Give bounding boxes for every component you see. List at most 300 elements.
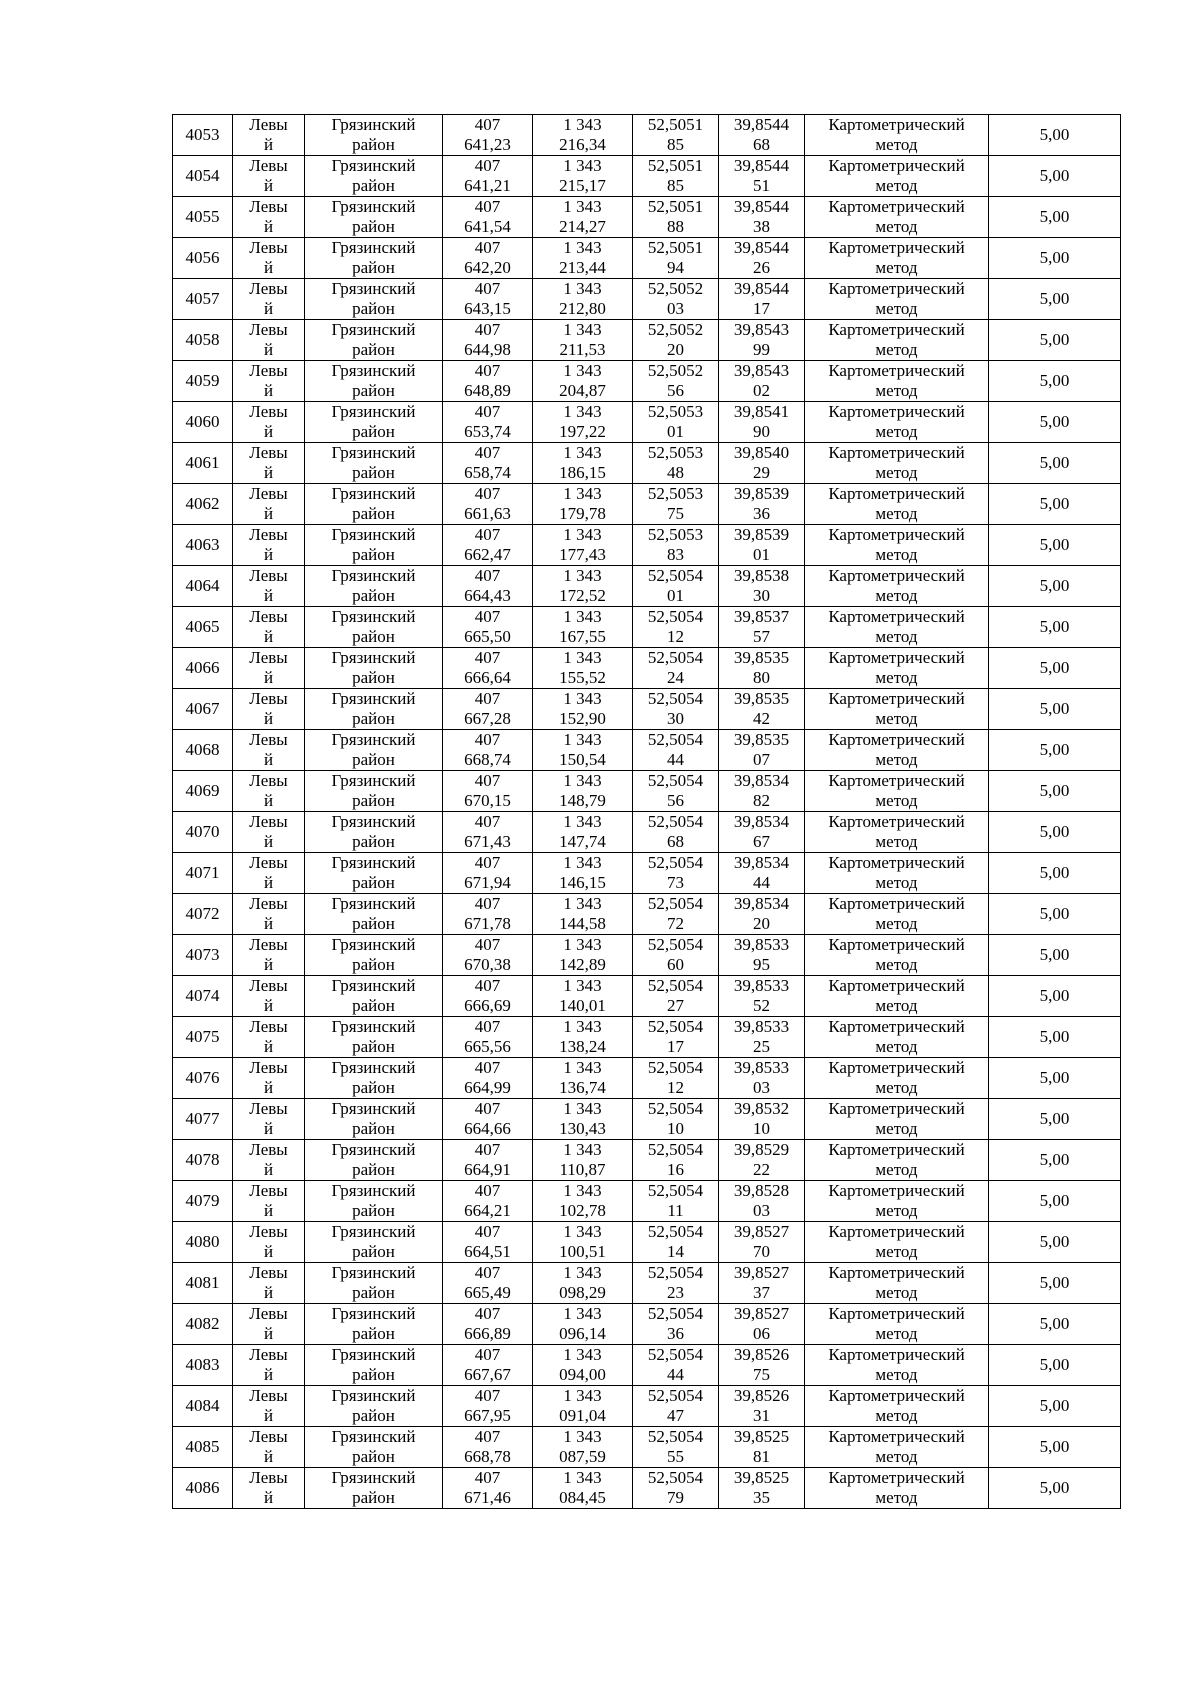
side-line: Левы — [249, 361, 288, 380]
method-line: Картометрический — [828, 320, 965, 339]
method-line: Картометрический — [828, 525, 965, 544]
x-coordinate-line: 407 — [474, 197, 501, 216]
longitude-line: 39,8533 — [733, 935, 790, 954]
side-line: й — [263, 1406, 274, 1425]
accuracy-cell: 5,00 — [989, 402, 1121, 443]
longitude-line: 81 — [753, 1447, 770, 1466]
latitude-line: 52,5054 — [647, 894, 704, 913]
method-cell — [805, 1386, 989, 1427]
method-line: метод — [875, 586, 918, 605]
method-line: метод — [875, 832, 918, 851]
latitude-line: 44 — [667, 750, 684, 769]
method-line: Картометрический — [828, 771, 965, 790]
latitude-line: 52,5054 — [647, 566, 704, 585]
x-coordinate-line: 407 — [474, 525, 501, 544]
y-coordinate-line: 1 343 — [563, 1468, 602, 1487]
x-coordinate-cell — [443, 648, 533, 689]
x-coordinate-line: 668,74 — [464, 750, 511, 769]
side-cell — [233, 443, 305, 484]
longitude-line: 39,8544 — [733, 238, 790, 257]
method-line: Картометрический — [828, 115, 965, 134]
longitude-cell — [719, 525, 805, 566]
x-coordinate-cell — [443, 1181, 533, 1222]
longitude-line: 17 — [753, 299, 770, 318]
district-line: район — [352, 750, 395, 769]
x-coordinate-line: 407 — [474, 1140, 501, 1159]
table-row — [173, 156, 1121, 197]
method-line: метод — [875, 709, 918, 728]
latitude-line: 03 — [667, 299, 684, 318]
latitude-line: 12 — [667, 1078, 684, 1097]
x-coordinate-cell — [443, 607, 533, 648]
table-row — [173, 1017, 1121, 1058]
y-coordinate-line: 186,15 — [559, 463, 606, 482]
district-line: район — [352, 1488, 395, 1507]
x-coordinate-line: 407 — [474, 1181, 501, 1200]
district-line: Грязинский — [331, 607, 416, 626]
x-coordinate-line: 407 — [474, 238, 501, 257]
latitude-line: 01 — [667, 422, 684, 441]
x-coordinate-line: 643,15 — [464, 299, 511, 318]
y-coordinate-line: 1 343 — [563, 156, 602, 175]
point-number-cell: 4058 — [173, 320, 233, 361]
longitude-line: 39,8541 — [733, 402, 790, 421]
accuracy-cell: 5,00 — [989, 279, 1121, 320]
x-coordinate-line: 666,64 — [464, 668, 511, 687]
table-row — [173, 730, 1121, 771]
x-coordinate-cell — [443, 730, 533, 771]
latitude-line: 56 — [667, 381, 684, 400]
latitude-line: 52,5054 — [647, 607, 704, 626]
side-line: Левы — [249, 935, 288, 954]
longitude-line: 68 — [753, 135, 770, 154]
x-coordinate-line: 664,51 — [464, 1242, 511, 1261]
side-cell — [233, 935, 305, 976]
latitude-line: 52,5052 — [647, 279, 704, 298]
side-cell — [233, 320, 305, 361]
method-line: Картометрический — [828, 1222, 965, 1241]
x-coordinate-line: 661,63 — [464, 504, 511, 523]
district-cell — [305, 115, 443, 156]
x-coordinate-cell — [443, 115, 533, 156]
table-row — [173, 320, 1121, 361]
side-line: Левы — [249, 1140, 288, 1159]
x-coordinate-line: 407 — [474, 894, 501, 913]
latitude-line: 68 — [667, 832, 684, 851]
latitude-cell — [633, 566, 719, 607]
point-number-cell: 4082 — [173, 1304, 233, 1345]
longitude-line: 39,8539 — [733, 525, 790, 544]
method-cell — [805, 320, 989, 361]
district-cell — [305, 320, 443, 361]
method-line: метод — [875, 627, 918, 646]
latitude-line: 52,5052 — [647, 320, 704, 339]
accuracy-cell: 5,00 — [989, 812, 1121, 853]
latitude-line: 52,5053 — [647, 402, 704, 421]
side-line: й — [263, 381, 274, 400]
side-line: Левы — [249, 1427, 288, 1446]
district-cell — [305, 607, 443, 648]
table-row — [173, 238, 1121, 279]
x-coordinate-line: 407 — [474, 648, 501, 667]
x-coordinate-line: 641,54 — [464, 217, 511, 236]
accuracy-cell: 5,00 — [989, 935, 1121, 976]
side-line: й — [263, 1201, 274, 1220]
district-cell — [305, 361, 443, 402]
district-cell — [305, 1222, 443, 1263]
y-coordinate-cell — [533, 361, 633, 402]
accuracy-cell: 5,00 — [989, 976, 1121, 1017]
side-line: Левы — [249, 525, 288, 544]
district-line: Грязинский — [331, 812, 416, 831]
latitude-line: 52,5054 — [647, 1017, 704, 1036]
accuracy-cell: 5,00 — [989, 1181, 1121, 1222]
district-cell — [305, 1386, 443, 1427]
x-coordinate-line: 407 — [474, 443, 501, 462]
longitude-line: 35 — [753, 1488, 770, 1507]
x-coordinate-line: 642,20 — [464, 258, 511, 277]
y-coordinate-cell — [533, 1017, 633, 1058]
side-cell — [233, 197, 305, 238]
longitude-cell — [719, 1058, 805, 1099]
table-row — [173, 566, 1121, 607]
method-cell — [805, 279, 989, 320]
y-coordinate-cell — [533, 1099, 633, 1140]
side-line: й — [263, 422, 274, 441]
x-coordinate-line: 407 — [474, 1099, 501, 1118]
point-number-cell: 4066 — [173, 648, 233, 689]
y-coordinate-line: 100,51 — [559, 1242, 606, 1261]
side-line: Левы — [249, 894, 288, 913]
side-line: Левы — [249, 1386, 288, 1405]
latitude-cell — [633, 1304, 719, 1345]
latitude-cell — [633, 402, 719, 443]
x-coordinate-line: 668,78 — [464, 1447, 511, 1466]
district-line: Грязинский — [331, 1386, 416, 1405]
latitude-cell — [633, 525, 719, 566]
method-line: метод — [875, 1406, 918, 1425]
y-coordinate-line: 136,74 — [559, 1078, 606, 1097]
method-cell — [805, 812, 989, 853]
district-line: Грязинский — [331, 238, 416, 257]
side-cell — [233, 1099, 305, 1140]
method-cell — [805, 238, 989, 279]
longitude-cell — [719, 1181, 805, 1222]
side-cell — [233, 1427, 305, 1468]
y-coordinate-line: 130,43 — [559, 1119, 606, 1138]
district-line: Грязинский — [331, 156, 416, 175]
longitude-line: 57 — [753, 627, 770, 646]
table-row — [173, 1345, 1121, 1386]
side-cell — [233, 279, 305, 320]
side-cell — [233, 402, 305, 443]
method-line: метод — [875, 258, 918, 277]
method-line: Картометрический — [828, 1345, 965, 1364]
longitude-cell — [719, 115, 805, 156]
method-line: Картометрический — [828, 1058, 965, 1077]
x-coordinate-line: 407 — [474, 115, 501, 134]
side-cell — [233, 1017, 305, 1058]
side-line: Левы — [249, 320, 288, 339]
district-line: Грязинский — [331, 1140, 416, 1159]
side-line: й — [263, 1037, 274, 1056]
method-cell — [805, 361, 989, 402]
longitude-line: 39,8533 — [733, 1058, 790, 1077]
y-coordinate-line: 1 343 — [563, 853, 602, 872]
accuracy-cell: 5,00 — [989, 607, 1121, 648]
method-cell — [805, 894, 989, 935]
latitude-cell — [633, 1427, 719, 1468]
district-line: район — [352, 135, 395, 154]
latitude-cell — [633, 238, 719, 279]
side-line: Левы — [249, 689, 288, 708]
latitude-cell — [633, 1468, 719, 1509]
longitude-line: 26 — [753, 258, 770, 277]
longitude-line: 39,8535 — [733, 648, 790, 667]
table-row — [173, 1058, 1121, 1099]
longitude-line: 22 — [753, 1160, 770, 1179]
longitude-cell — [719, 1017, 805, 1058]
district-line: район — [352, 545, 395, 564]
y-coordinate-line: 1 343 — [563, 1017, 602, 1036]
method-cell — [805, 156, 989, 197]
district-line: Грязинский — [331, 484, 416, 503]
side-line: й — [263, 545, 274, 564]
y-coordinate-cell — [533, 156, 633, 197]
longitude-cell — [719, 1427, 805, 1468]
district-line: район — [352, 422, 395, 441]
method-line: метод — [875, 1365, 918, 1384]
latitude-line: 52,5051 — [647, 197, 704, 216]
district-line: район — [352, 217, 395, 236]
y-coordinate-line: 1 343 — [563, 976, 602, 995]
district-line: Грязинский — [331, 1468, 416, 1487]
side-line: й — [263, 463, 274, 482]
x-coordinate-line: 407 — [474, 1345, 501, 1364]
x-coordinate-line: 658,74 — [464, 463, 511, 482]
latitude-line: 48 — [667, 463, 684, 482]
x-coordinate-line: 671,43 — [464, 832, 511, 851]
latitude-line: 52,5053 — [647, 443, 704, 462]
side-line: й — [263, 668, 274, 687]
latitude-cell — [633, 1386, 719, 1427]
y-coordinate-line: 096,14 — [559, 1324, 606, 1343]
district-line: район — [352, 1160, 395, 1179]
latitude-cell — [633, 279, 719, 320]
latitude-line: 52,5054 — [647, 1304, 704, 1323]
side-cell — [233, 1058, 305, 1099]
latitude-line: 01 — [667, 586, 684, 605]
district-cell — [305, 648, 443, 689]
x-coordinate-cell — [443, 894, 533, 935]
district-cell — [305, 197, 443, 238]
method-line: метод — [875, 1201, 918, 1220]
method-line: метод — [875, 135, 918, 154]
point-number-cell: 4071 — [173, 853, 233, 894]
side-line: Левы — [249, 402, 288, 421]
district-line: район — [352, 1119, 395, 1138]
latitude-line: 52,5054 — [647, 1222, 704, 1241]
latitude-line: 94 — [667, 258, 684, 277]
district-cell — [305, 1468, 443, 1509]
longitude-line: 30 — [753, 586, 770, 605]
district-cell — [305, 566, 443, 607]
x-coordinate-line: 662,47 — [464, 545, 511, 564]
y-coordinate-cell — [533, 771, 633, 812]
x-coordinate-line: 664,66 — [464, 1119, 511, 1138]
table-row — [173, 607, 1121, 648]
point-number-cell: 4086 — [173, 1468, 233, 1509]
point-number-cell: 4063 — [173, 525, 233, 566]
x-coordinate-line: 407 — [474, 1222, 501, 1241]
method-line: метод — [875, 914, 918, 933]
table-row — [173, 279, 1121, 320]
side-line: Левы — [249, 976, 288, 995]
side-line: Левы — [249, 238, 288, 257]
side-line: Левы — [249, 730, 288, 749]
longitude-cell — [719, 607, 805, 648]
longitude-line: 02 — [753, 381, 770, 400]
x-coordinate-line: 670,15 — [464, 791, 511, 810]
latitude-line: 52,5054 — [647, 1345, 704, 1364]
district-cell — [305, 1304, 443, 1345]
longitude-line: 25 — [753, 1037, 770, 1056]
table-body — [173, 115, 1121, 1509]
district-line: район — [352, 1324, 395, 1343]
method-cell — [805, 484, 989, 525]
longitude-line: 39,8535 — [733, 689, 790, 708]
y-coordinate-line: 1 343 — [563, 935, 602, 954]
method-line: Картометрический — [828, 156, 965, 175]
longitude-line: 06 — [753, 1324, 770, 1343]
x-coordinate-cell — [443, 197, 533, 238]
x-coordinate-cell — [443, 1058, 533, 1099]
latitude-line: 52,5054 — [647, 976, 704, 995]
method-line: Картометрический — [828, 238, 965, 257]
x-coordinate-cell — [443, 279, 533, 320]
longitude-line: 39,8544 — [733, 115, 790, 134]
y-coordinate-line: 1 343 — [563, 1222, 602, 1241]
district-cell — [305, 1058, 443, 1099]
table-row — [173, 361, 1121, 402]
latitude-line: 52,5054 — [647, 1140, 704, 1159]
side-cell — [233, 361, 305, 402]
method-line: метод — [875, 1119, 918, 1138]
side-cell — [233, 689, 305, 730]
side-line: й — [263, 791, 274, 810]
district-line: район — [352, 299, 395, 318]
latitude-line: 10 — [667, 1119, 684, 1138]
method-cell — [805, 1345, 989, 1386]
accuracy-cell: 5,00 — [989, 894, 1121, 935]
x-coordinate-line: 664,91 — [464, 1160, 511, 1179]
district-cell — [305, 279, 443, 320]
side-cell — [233, 484, 305, 525]
x-coordinate-line: 407 — [474, 279, 501, 298]
longitude-line: 39,8543 — [733, 361, 790, 380]
point-number-cell: 4064 — [173, 566, 233, 607]
latitude-cell — [633, 197, 719, 238]
y-coordinate-line: 212,80 — [559, 299, 606, 318]
method-cell — [805, 402, 989, 443]
y-coordinate-line: 1 343 — [563, 1345, 602, 1364]
y-coordinate-line: 215,17 — [559, 176, 606, 195]
table-row — [173, 648, 1121, 689]
district-line: Грязинский — [331, 853, 416, 872]
side-line: Левы — [249, 648, 288, 667]
district-line: Грязинский — [331, 525, 416, 544]
point-number-cell: 4079 — [173, 1181, 233, 1222]
latitude-line: 12 — [667, 627, 684, 646]
longitude-cell — [719, 1099, 805, 1140]
district-line: Грязинский — [331, 771, 416, 790]
y-coordinate-line: 142,89 — [559, 955, 606, 974]
longitude-line: 07 — [753, 750, 770, 769]
y-coordinate-cell — [533, 894, 633, 935]
x-coordinate-cell — [443, 443, 533, 484]
x-coordinate-cell — [443, 320, 533, 361]
x-coordinate-cell — [443, 402, 533, 443]
x-coordinate-cell — [443, 1140, 533, 1181]
method-cell — [805, 1099, 989, 1140]
side-line: й — [263, 627, 274, 646]
side-line: Левы — [249, 1181, 288, 1200]
method-line: Картометрический — [828, 730, 965, 749]
longitude-line: 01 — [753, 545, 770, 564]
side-line: й — [263, 1283, 274, 1302]
y-coordinate-line: 084,45 — [559, 1488, 606, 1507]
latitude-cell — [633, 771, 719, 812]
x-coordinate-cell — [443, 1263, 533, 1304]
method-cell — [805, 1058, 989, 1099]
side-cell — [233, 894, 305, 935]
side-cell — [233, 1468, 305, 1509]
method-line: Картометрический — [828, 1386, 965, 1405]
method-line: Картометрический — [828, 648, 965, 667]
side-cell — [233, 607, 305, 648]
x-coordinate-line: 664,43 — [464, 586, 511, 605]
accuracy-cell: 5,00 — [989, 1140, 1121, 1181]
x-coordinate-line: 671,78 — [464, 914, 511, 933]
x-coordinate-cell — [443, 1427, 533, 1468]
district-cell — [305, 976, 443, 1017]
latitude-line: 72 — [667, 914, 684, 933]
district-line: район — [352, 668, 395, 687]
side-line: Левы — [249, 197, 288, 216]
accuracy-cell: 5,00 — [989, 443, 1121, 484]
district-line: район — [352, 1078, 395, 1097]
y-coordinate-line: 177,43 — [559, 545, 606, 564]
district-cell — [305, 525, 443, 566]
longitude-cell — [719, 812, 805, 853]
point-number-cell: 4055 — [173, 197, 233, 238]
longitude-line: 82 — [753, 791, 770, 810]
side-line: Левы — [249, 1304, 288, 1323]
method-line: метод — [875, 1160, 918, 1179]
side-cell — [233, 1263, 305, 1304]
latitude-cell — [633, 812, 719, 853]
point-number-cell: 4053 — [173, 115, 233, 156]
y-coordinate-cell — [533, 566, 633, 607]
longitude-line: 39,8544 — [733, 279, 790, 298]
latitude-line: 52,5054 — [647, 1058, 704, 1077]
method-line: метод — [875, 1037, 918, 1056]
district-line: Грязинский — [331, 1181, 416, 1200]
longitude-cell — [719, 484, 805, 525]
x-coordinate-line: 407 — [474, 402, 501, 421]
accuracy-cell: 5,00 — [989, 1304, 1121, 1345]
y-coordinate-line: 1 343 — [563, 1140, 602, 1159]
